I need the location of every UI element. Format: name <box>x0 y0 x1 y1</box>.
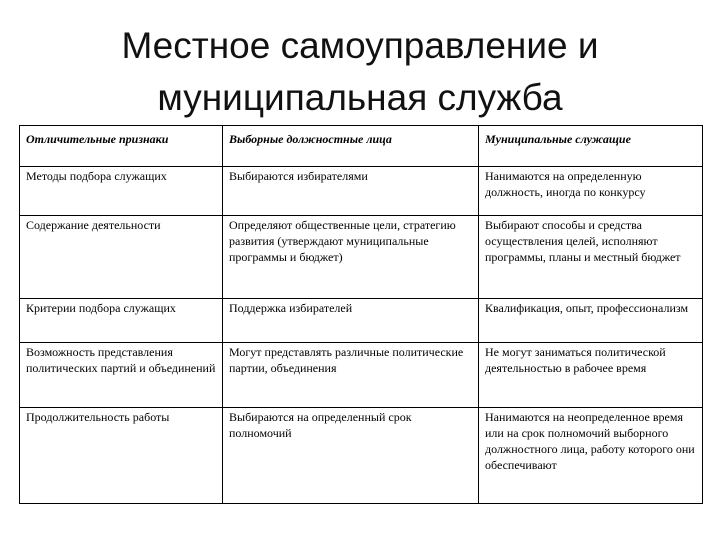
table-cell: Могут представлять различные политические партии, объединения <box>223 343 479 408</box>
table-row <box>20 299 703 343</box>
table-cell: Не могут заниматься политической деятельностью в рабочее время <box>479 343 703 408</box>
table-cell: Определяют общественные цели, стратегию развития (утверждают муниципальные программы и бюджет) <box>223 216 479 299</box>
table-cell: Нанимаются на неопределенное время или на срок полномочий выборного должностного лица, работу которого они обеспечивают <box>479 408 703 504</box>
table-row <box>20 343 703 408</box>
title-line-2: муниципальная служба <box>157 77 563 118</box>
table-cell: Методы подбора служащих <box>20 167 223 216</box>
table-cell: Поддержка избирателей <box>223 299 479 343</box>
table-cell: Выбирают способы и средства осуществления целей, исполняют программы, планы и местный бюджет <box>479 216 703 299</box>
table-cell: Выбираются избирателями <box>223 167 479 216</box>
header-elected-officials: Выборные должностные лица <box>223 126 479 167</box>
slide-title <box>0 20 720 124</box>
header-features: Отличительные признаки <box>20 126 223 167</box>
table-row <box>20 216 703 299</box>
table-cell: Продолжительность работы <box>20 408 223 504</box>
table-cell: Выбираются на определенный срок полномочий <box>223 408 479 504</box>
table-cell: Квалификация, опыт, профессионализм <box>479 299 703 343</box>
table-cell: Возможность представления политических партий и объединений <box>20 343 223 408</box>
table-cell: Критерии подбора служащих <box>20 299 223 343</box>
table-row <box>20 167 703 216</box>
title-line-1: Местное самоуправление и <box>121 25 599 66</box>
table-cell: Содержание деятельности <box>20 216 223 299</box>
comparison-table <box>19 125 703 504</box>
table-cell: Нанимаются на определенную должность, иногда по конкурсу <box>479 167 703 216</box>
table-header-row <box>20 126 703 167</box>
table-row <box>20 408 703 504</box>
header-municipal-employees: Муниципальные служащие <box>479 126 703 167</box>
